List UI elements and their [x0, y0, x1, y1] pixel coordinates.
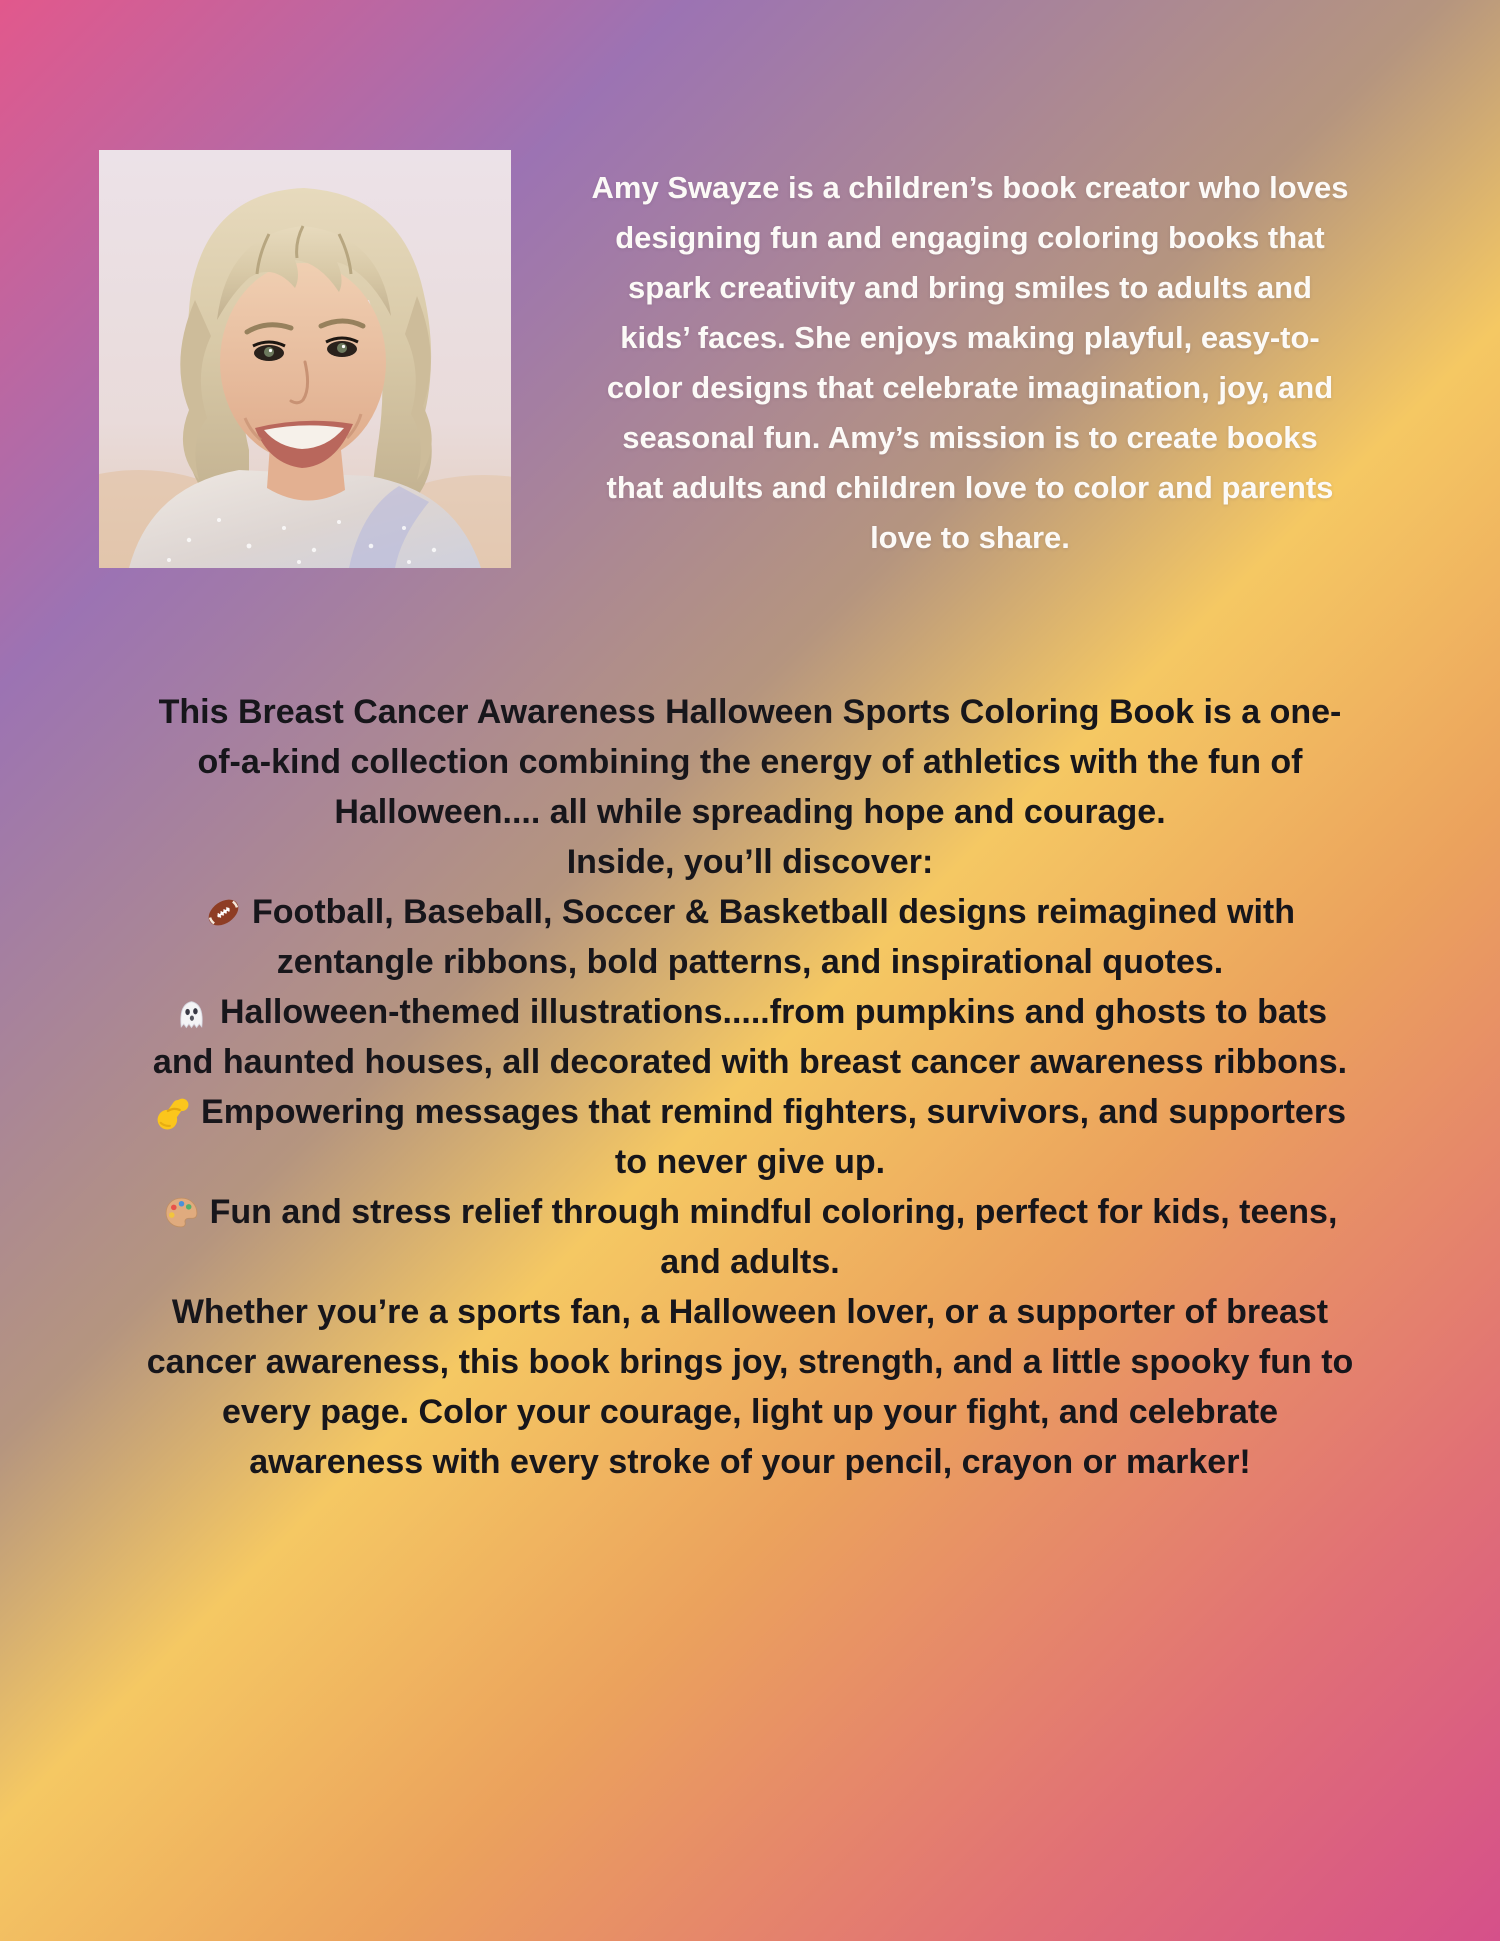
- author-bio: [525, 163, 1415, 563]
- description-text: Fun and stress relief through mindful coloring, perfect for kids, teens,: [209, 1192, 1338, 1231]
- palette-icon: [163, 1194, 200, 1231]
- description-line: [0, 987, 1500, 1037]
- author-photo-illustration: [99, 150, 511, 568]
- description-text: of-a-kind collection combining the energy of athletics with the fun of: [197, 742, 1303, 781]
- description-line: [0, 737, 1500, 787]
- bio-line: spark creativity and bring smiles to adults and: [628, 270, 1312, 305]
- bio-line: that adults and children love to color and parents: [606, 470, 1334, 505]
- description-line: [0, 1287, 1500, 1337]
- description-line: [0, 837, 1500, 887]
- description-text: Inside, you’ll discover:: [566, 842, 934, 881]
- description-text: to never give up.: [614, 1142, 886, 1181]
- book-description: [0, 687, 1500, 1487]
- description-line: [0, 1087, 1500, 1137]
- description-text: Whether you’re a sports fan, a Halloween lover, or a supporter of breast: [171, 1292, 1329, 1331]
- bio-line: seasonal fun. Amy’s mission is to create books: [622, 420, 1318, 455]
- football-icon: [205, 894, 242, 931]
- description-text: zentangle ribbons, bold patterns, and inspirational quotes.: [276, 942, 1224, 981]
- description-line: [0, 687, 1500, 737]
- bio-line: designing fun and engaging coloring books that: [615, 220, 1325, 255]
- description-line: [0, 887, 1500, 937]
- description-line: [0, 1437, 1500, 1487]
- author-photo: [99, 150, 511, 568]
- description-text: Football, Baseball, Soccer & Basketball designs reimagined with: [252, 892, 1295, 931]
- description-line: [0, 1237, 1500, 1287]
- bio-line: Amy Swayze is a children’s book creator who loves: [591, 170, 1349, 205]
- description-text: Halloween.... all while spreading hope and courage.: [334, 792, 1166, 831]
- description-text: every page. Color your courage, light up your fight, and celebrate: [221, 1392, 1279, 1431]
- bio-line: kids’ faces. She enjoys making playful, easy-to-: [620, 320, 1320, 355]
- description-text: awareness with every stroke of your pencil, crayon or marker!: [249, 1442, 1251, 1481]
- description-text: Halloween-themed illustrations.....from pumpkins and ghosts to bats: [219, 992, 1327, 1031]
- description-line: [0, 1037, 1500, 1087]
- bio-line: love to share.: [870, 520, 1070, 555]
- description-text: cancer awareness, this book brings joy, strength, and a little spooky fun to: [146, 1342, 1354, 1381]
- description-line: [0, 787, 1500, 837]
- description-line: [0, 937, 1500, 987]
- bio-line: color designs that celebrate imagination, joy, and: [606, 370, 1334, 405]
- ghost-icon: [173, 994, 210, 1031]
- description-text: Empowering messages that remind fighters, survivors, and supporters: [201, 1092, 1346, 1131]
- description-line: [0, 1337, 1500, 1387]
- description-line: [0, 1187, 1500, 1237]
- description-line: [0, 1137, 1500, 1187]
- description-text: This Breast Cancer Awareness Halloween Sports Coloring Book is a one-: [158, 692, 1342, 731]
- description-line: [0, 1387, 1500, 1437]
- description-text: and adults.: [660, 1242, 840, 1281]
- description-text: and haunted houses, all decorated with breast cancer awareness ribbons.: [152, 1042, 1348, 1081]
- flexed-biceps-icon: [154, 1094, 191, 1131]
